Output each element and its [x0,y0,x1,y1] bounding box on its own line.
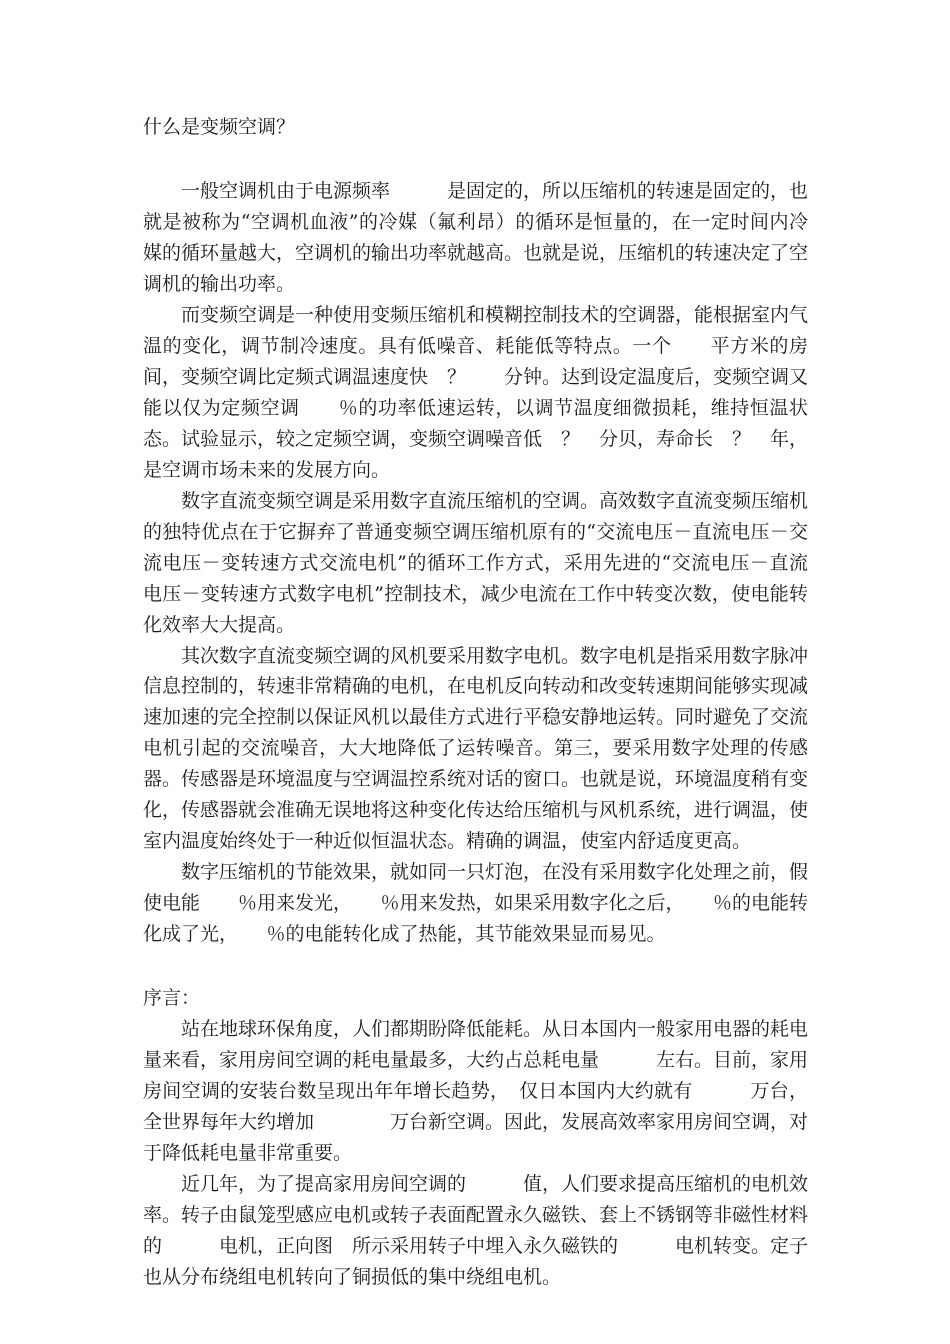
paragraph: 数字压缩机的节能效果，就如同一只灯泡，在没有采用数字化处理之前，假使电能 ％用来发光， ％用来发热，如果采用数字化之后， ％的电能转化成了光， ％的电能转化成了热能，其节能效果显而易见。 [143,861,809,946]
section-title-preface: 序言： [143,987,201,1010]
blank-line [143,143,808,176]
paragraph: 其次数字直流变频空调的风机要采用数字电机。数字电机是指采用数字脉冲信息控制的，转速非常精确的电机，在电机反向转动和改变转速期间能够实现减速加速的完全控制以保证风机以最佳方式进行平稳安静地运转。同时避免了交流电机引起的交流噪音，大大地降低了运转噪音。第三，要采用数字处理的传感器。传感器是环境温度与空调温控系统对话的窗口。也就是说，环境温度稍有变化，传感器就会准确无误地将这种变化传达给压缩机与风机系统，进行调温，使室内温度始终处于一种近似恒温状态。精确的调温，使室内舒适度更高。 [143,644,809,853]
paragraph: 一般空调机由于电源频率 是固定的，所以压缩机的转速是固定的，也就是被称为“空调机血液”的冷媒（氟利昂）的循环是恒量的，在一定时间内冷媒的循环量越大，空调机的输出功率就越高。也就是说，压缩机的转速决定了空调机的输出功率。 [143,179,809,295]
paragraph: 站在地球环保角度，人们都期盼降低能耗。从日本国内一般家用电器的耗电量来看，家用房间空调的耗电量最多，大约占总耗电量 左右。目前，家用房间空调的安装台数呈现出年年增长趋势， 仅日本国内大约就有 万台，全世界每年大约增加 万台新空调。因此，发展高效率家用房间空调，对于降低耗电量非常重要。 [143,1018,809,1165]
paragraph: 数字直流变频空调是采用数字直流压缩机的空调。高效数字直流变频压缩机的独特优点在于它摒弃了普通变频空调压缩机原有的“交流电压－直流电压－交流电压－变转速方式交流电机”的循环工作方式，采用先进的“交流电压－直流电压－变转速方式数字电机”控制技术，减少电流在工作中转变次数，使电能转化效率大大提高。 [143,489,809,636]
document-body [143,112,808,1293]
section-title-inverter-ac: 什么是变频空调？ [143,116,296,138]
paragraph: 而变频空调是一种使用变频压缩机和模糊控制技术的空调器，能根据室内气温的变化，调节制冷速度。具有低噪音、耗能低等特点。一个 平方米的房间，变频空调比定频式调温速度快 ？ 分钟。达到设定温度后，变频空调又能以仅为定频空调 ％的功率低速运转，以调节温度细微损耗，维持恒温状态。试验显示，较之定频空调，变频空调噪音低 ？ 分贝，寿命长 ？ 年，是空调市场未来的发展方向。 [143,303,809,481]
paragraph: 近几年，为了提高家用房间空调的 值，人们要求提高压缩机的电机效率。转子由鼠笼型感应电机或转子表面配置永久磁铁、套上不锈钢等非磁性材料的 电机，正向图 所示采用转子中埋入永久磁铁的 电机转变。定子也从分布绕组电机转向了铜损低的集中绕组电机。 [143,1173,809,1288]
blank-line [143,950,808,983]
